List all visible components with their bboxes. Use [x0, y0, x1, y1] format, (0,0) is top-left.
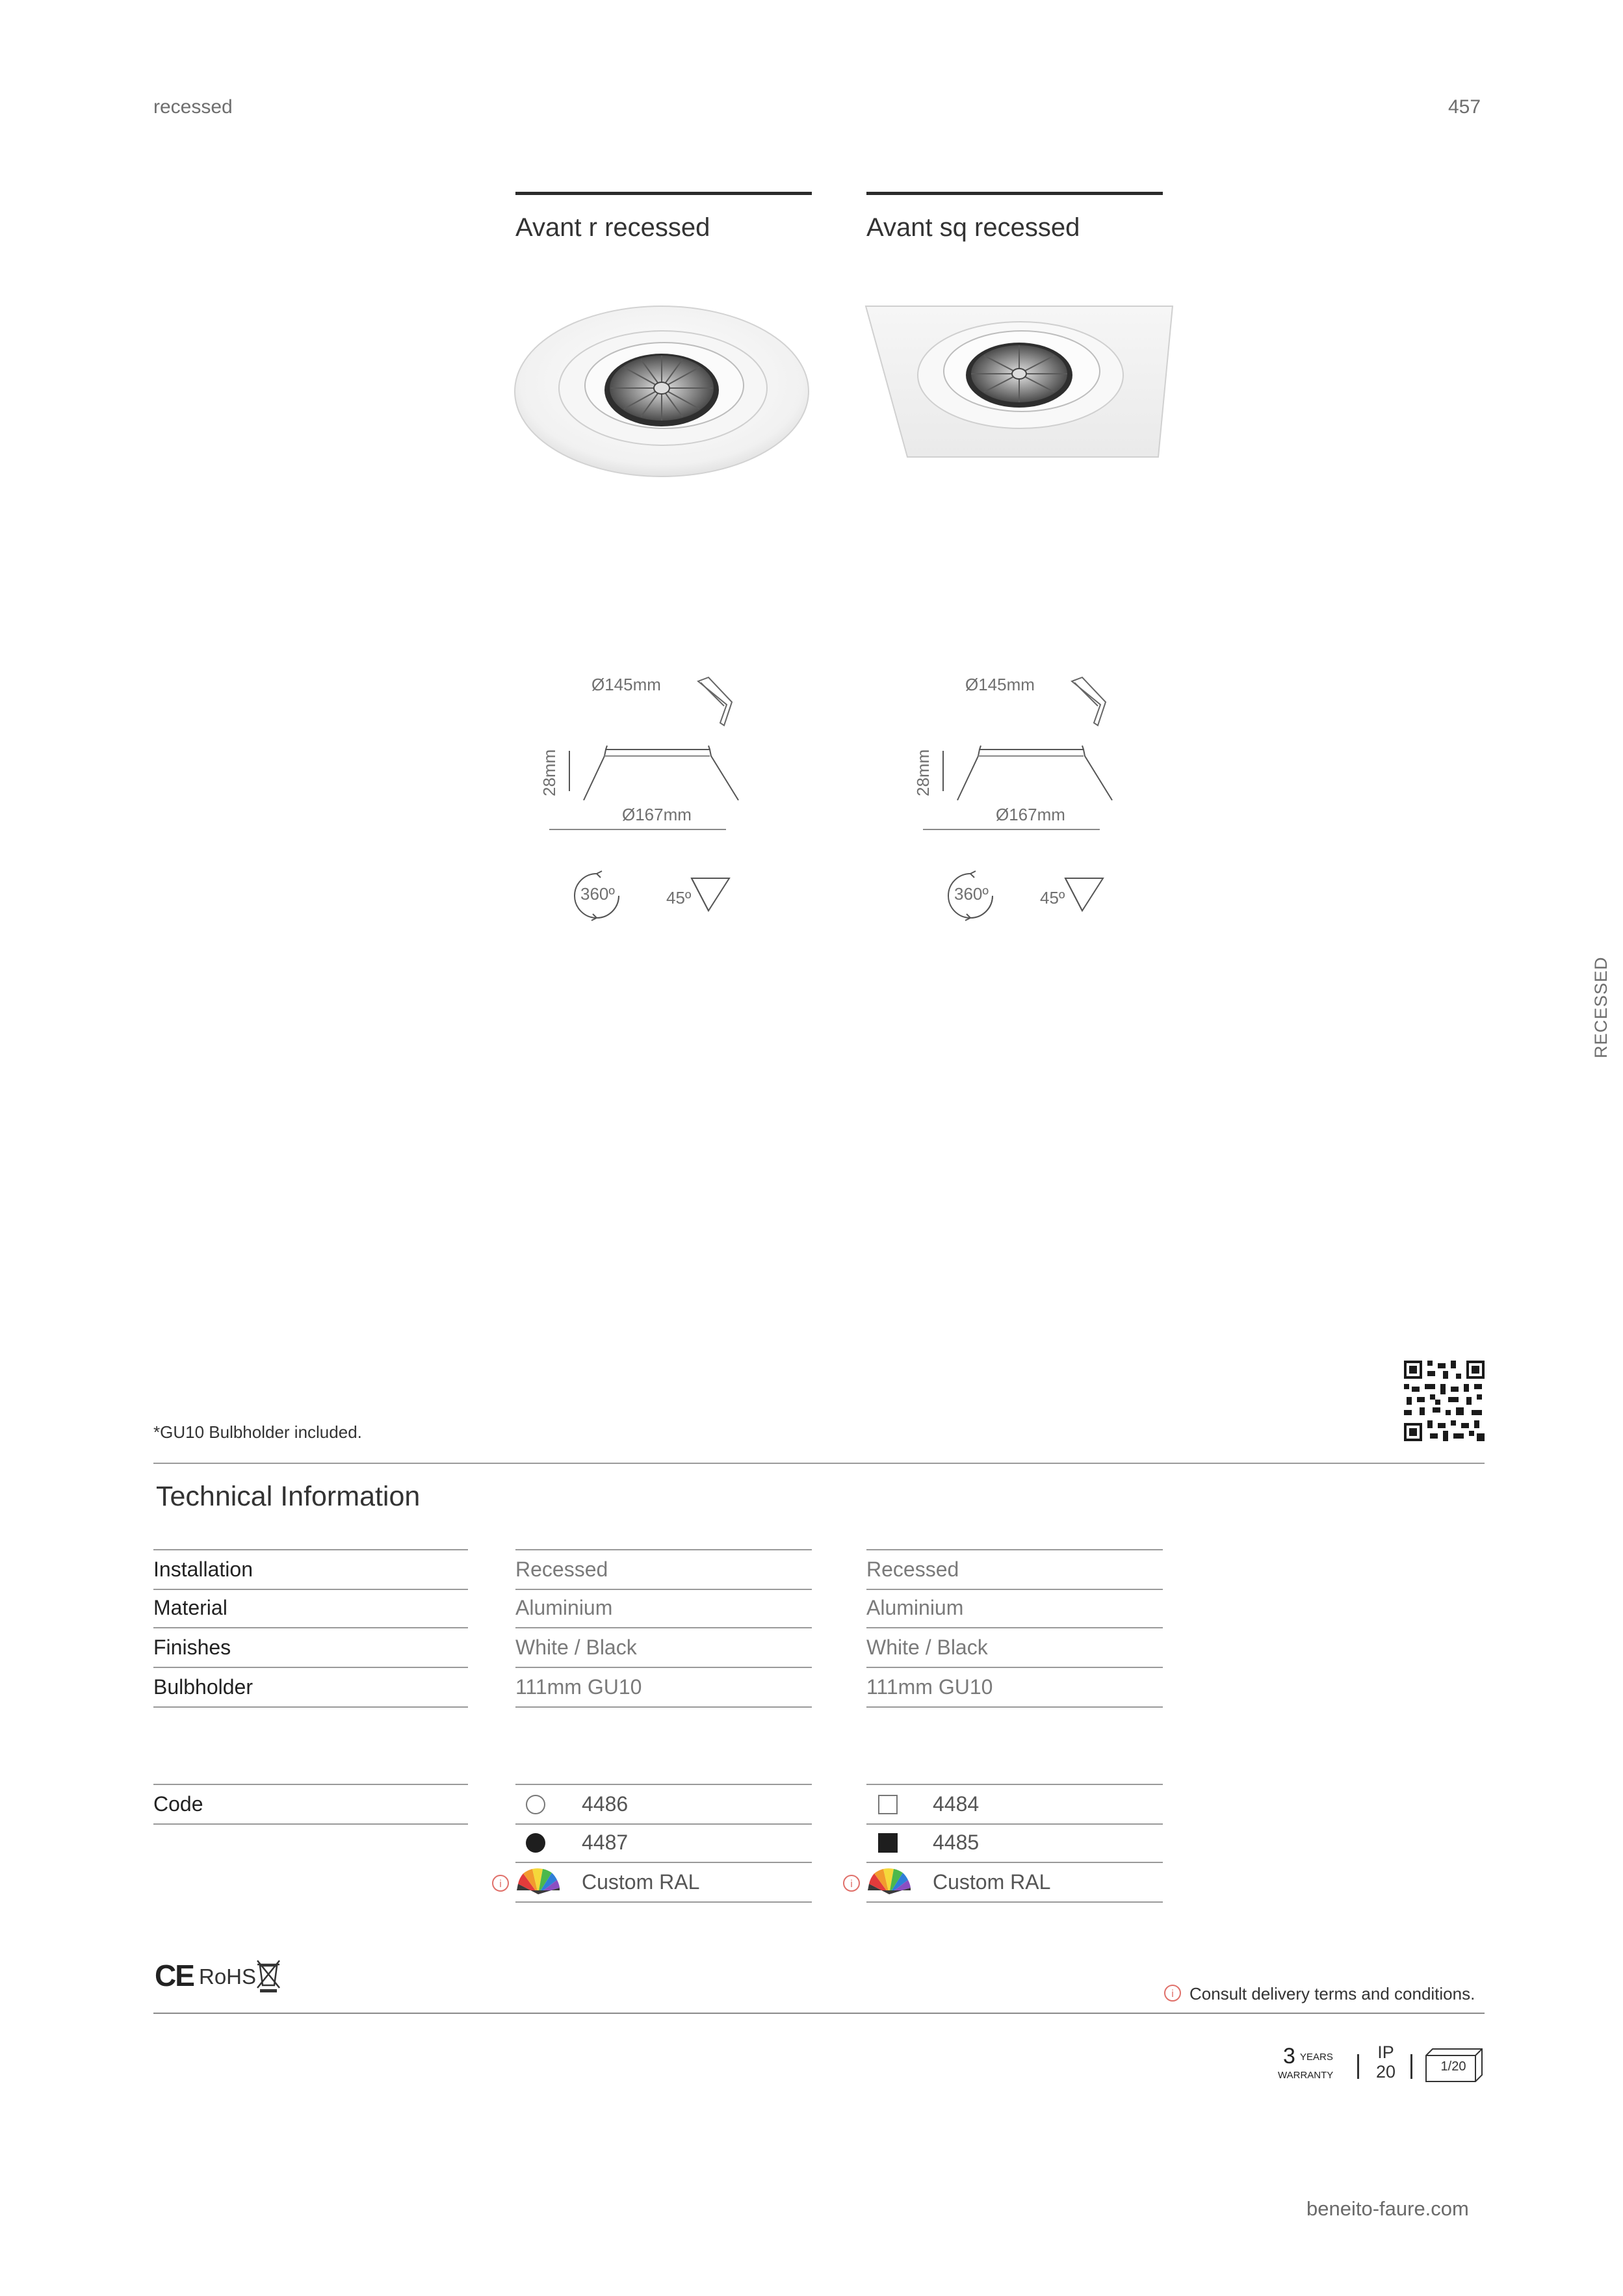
spec-value: White / Black	[515, 1636, 637, 1659]
spec-row	[866, 1668, 1163, 1708]
spec-row	[515, 1628, 812, 1668]
spec-row	[153, 1589, 468, 1628]
weee-bin-icon	[255, 1958, 282, 1993]
code-row	[153, 1784, 468, 1825]
black-finish-swatch	[878, 1833, 898, 1853]
spec-row	[153, 1628, 468, 1668]
code-value: 4486	[582, 1792, 629, 1816]
white-finish-swatch	[526, 1795, 545, 1814]
info-icon	[1163, 1984, 1182, 2002]
info-icon-glyph: i	[499, 1879, 502, 1890]
tilt-label: 45º	[666, 888, 692, 907]
ip-value: 20	[1375, 2062, 1396, 2081]
code-value: 4487	[582, 1831, 629, 1854]
clip-icon	[695, 676, 734, 728]
ip-rating-badge	[1371, 2042, 1400, 2081]
tilt-icon	[688, 874, 733, 913]
warranty-label: WARRANTY	[1278, 2070, 1334, 2081]
spec-row	[153, 1668, 468, 1708]
rohs-mark: RoHS	[199, 1964, 257, 1989]
black-finish-swatch	[526, 1833, 545, 1853]
white-finish-swatch	[878, 1795, 898, 1814]
spec-row	[866, 1589, 1163, 1628]
tilt-icon	[1061, 874, 1107, 913]
spec-value: Aluminium	[515, 1596, 613, 1619]
side-tab-label: RECESSED	[1591, 956, 1611, 1058]
tech-info-title: Technical Information	[156, 1481, 421, 1512]
color-fan-icon	[866, 1867, 912, 1896]
clip-icon	[1069, 676, 1108, 728]
top-diameter: Ø145mm	[965, 675, 1035, 694]
spec-row	[515, 1668, 812, 1708]
product-title: Avant r recessed	[515, 213, 710, 242]
code-value: Custom RAL	[933, 1870, 1051, 1894]
square-downlight-image	[864, 302, 1176, 465]
tilt-label: 45º	[1040, 888, 1065, 907]
warranty-years-label: YEARS	[1300, 2052, 1333, 2063]
product-rule	[866, 192, 1163, 195]
spec-value: 111mm GU10	[866, 1675, 993, 1699]
info-icon	[491, 1874, 510, 1892]
warranty-years: 3	[1283, 2044, 1295, 2068]
spec-value: Aluminium	[866, 1596, 964, 1619]
dimension-line	[923, 829, 1100, 830]
product-title: Avant sq recessed	[866, 213, 1080, 242]
spec-label: Material	[153, 1596, 227, 1619]
badge-separator	[1357, 2054, 1359, 2079]
code-row	[515, 1823, 812, 1863]
rotation-label: 360º	[580, 884, 615, 904]
warranty-badge	[1278, 2046, 1356, 2085]
bottom-diameter: Ø167mm	[996, 805, 1065, 824]
code-label: Code	[153, 1792, 203, 1816]
ce-mark: CE	[155, 1959, 194, 1992]
section-divider	[153, 1463, 1485, 1464]
spec-row	[515, 1549, 812, 1590]
spec-row	[866, 1628, 1163, 1668]
info-icon	[842, 1874, 861, 1892]
consult-note: Consult delivery terms and conditions.	[1189, 1984, 1475, 2003]
rotation-label: 360º	[954, 884, 989, 904]
spec-label: Installation	[153, 1558, 253, 1581]
code-row	[866, 1784, 1163, 1825]
height-dimension: 28mm	[913, 749, 933, 796]
dimension-line	[549, 829, 726, 830]
website-link[interactable]: beneito-faure.com	[1306, 2197, 1469, 2220]
spec-value: 111mm GU10	[515, 1675, 642, 1699]
footer-divider	[153, 2013, 1485, 2014]
ip-label: IP	[1377, 2042, 1394, 2062]
code-row	[515, 1784, 812, 1825]
spec-value: Recessed	[866, 1558, 959, 1581]
spec-label: Bulbholder	[153, 1675, 253, 1699]
product-rule	[515, 192, 812, 195]
badge-separator	[1410, 2054, 1412, 2079]
spec-value: Recessed	[515, 1558, 608, 1581]
bulbholder-note: *GU10 Bulbholder included.	[153, 1422, 362, 1442]
info-icon-glyph: i	[850, 1879, 853, 1890]
section-title: recessed	[153, 96, 233, 118]
page-number: 457	[1448, 96, 1481, 118]
spec-label: Finishes	[153, 1636, 231, 1659]
code-row	[866, 1823, 1163, 1863]
spec-row	[515, 1589, 812, 1628]
height-dimension: 28mm	[539, 749, 559, 796]
round-downlight-image	[513, 302, 812, 481]
spec-row	[153, 1549, 468, 1590]
code-value: Custom RAL	[582, 1870, 700, 1894]
info-icon-glyph: i	[1171, 1989, 1174, 2000]
profile-drawing	[565, 744, 747, 803]
qr-code[interactable]	[1404, 1361, 1485, 1441]
code-value: 4485	[933, 1831, 980, 1854]
color-fan-icon	[515, 1867, 561, 1896]
top-diameter: Ø145mm	[591, 675, 661, 694]
profile-drawing	[939, 744, 1121, 803]
code-value: 4484	[933, 1792, 980, 1816]
bottom-diameter: Ø167mm	[622, 805, 692, 824]
scale-label: 1/20	[1440, 2059, 1466, 2074]
spec-row	[866, 1549, 1163, 1590]
spec-value: White / Black	[866, 1636, 988, 1659]
